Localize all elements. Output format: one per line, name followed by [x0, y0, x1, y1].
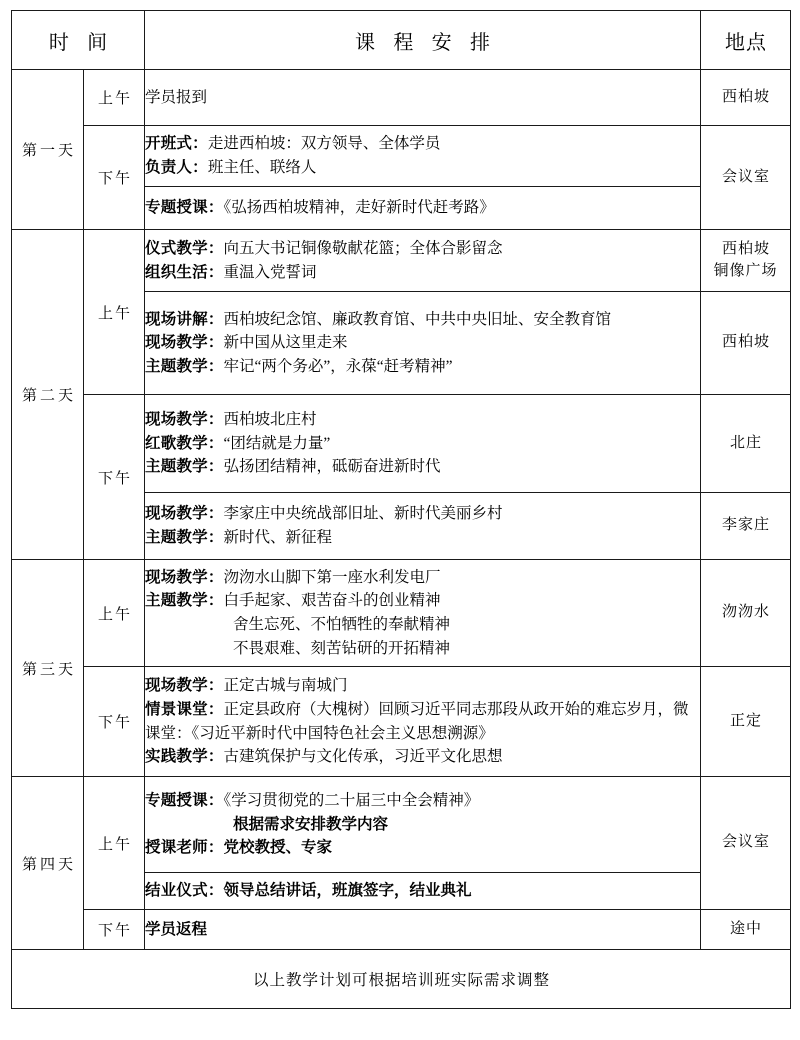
course-line [145, 196, 700, 220]
course-line-label: 结业仪式： [145, 882, 224, 900]
course-line [145, 698, 700, 745]
place-cell: 西柏坡 铜像广场 [701, 230, 791, 292]
course-line-text: 重温入党誓词 [223, 263, 317, 281]
course-line-label: 现场教学： [145, 411, 224, 429]
schedule-row [12, 395, 791, 493]
course-line-text: 新时代、新征程 [223, 529, 333, 546]
day-label-cell: 第四天 [12, 777, 84, 950]
day-label-cell: 第二天 [12, 230, 84, 560]
course-line-label: 组织生活： [145, 263, 224, 281]
course-line-text: 新中国从这里走来 [223, 334, 348, 352]
course-line-label: 现场教学： [145, 677, 224, 695]
course-line [145, 566, 700, 590]
course-line-label: 主题教学： [145, 529, 224, 546]
course-line-label: 红歌教学： [145, 434, 224, 452]
course-line [145, 813, 700, 837]
half-day-label-cell: 上午 [84, 560, 145, 667]
course-line-text: 学员报到 [145, 88, 208, 106]
schedule-row [12, 126, 791, 187]
course-content-cell [145, 395, 701, 493]
course-line-text: 白手起家、艰苦奋斗的创业精神 [223, 592, 441, 610]
course-line-text: 《弘扬西柏坡精神，走好新时代赶考路》 [223, 199, 495, 217]
course-line-label: 开班式： [145, 135, 208, 153]
course-line-label: 现场讲解： [145, 310, 224, 328]
header-course: 课 程 安 排 [145, 11, 701, 70]
course-line-text: 领导总结讲话，班旗签字，结业典礼 [223, 882, 472, 900]
training-schedule-table [11, 10, 791, 1009]
course-line [145, 408, 700, 432]
course-line-text: 《学习贯彻党的二十届三中全会精神》 [223, 792, 480, 810]
course-line-text: 正定县政府（大槐树）回顾习近平同志那段从政开始的难忘岁月，微课堂：《习近平新时代中国特色社会主义思想溯源》 [145, 700, 689, 742]
course-line-text: 李家庄中央统战部旧址、新时代美丽乡村 [223, 505, 503, 523]
course-line [145, 836, 700, 860]
half-day-label-cell: 上午 [84, 70, 145, 126]
course-content-cell [145, 560, 701, 667]
course-line-text: 西柏坡纪念馆、廉政教育馆、中共中央旧址、安全教育馆 [223, 310, 612, 328]
day-label-cell: 第一天 [12, 70, 84, 230]
place-cell: 正定 [701, 667, 791, 777]
table-body [12, 70, 791, 950]
course-line-label: 主题教学： [145, 458, 224, 476]
place-cell: 会议室 [701, 777, 791, 910]
schedule-row [12, 667, 791, 777]
course-line-text: 西柏坡北庄村 [223, 411, 317, 429]
schedule-row [12, 560, 791, 667]
half-day-label-cell: 上午 [84, 230, 145, 395]
place-cell: 沕沕水 [701, 560, 791, 667]
course-line-text: 沕沕水山脚下第一座水利发电厂 [223, 568, 441, 586]
schedule-row [12, 777, 791, 873]
course-content-cell [145, 873, 701, 910]
course-line [145, 674, 700, 698]
course-line [145, 355, 700, 379]
course-line-text: 舍生忘死、不怕牺牲的奉献精神 [233, 616, 451, 633]
course-line [145, 502, 700, 526]
day-label-cell: 第三天 [12, 560, 84, 777]
place-cell: 会议室 [701, 126, 791, 230]
course-line [145, 589, 700, 613]
course-line-label: 现场教学： [145, 334, 224, 352]
course-line [145, 455, 700, 479]
course-line [145, 237, 700, 261]
course-line [145, 331, 700, 355]
place-cell: 西柏坡 [701, 292, 791, 395]
place-cell: 北庄 [701, 395, 791, 493]
half-day-label-cell: 下午 [84, 395, 145, 560]
course-content-cell [145, 70, 701, 126]
table-footer [12, 950, 791, 1009]
course-line-text: 根据需求安排教学内容 [233, 815, 389, 833]
course-content-cell [145, 187, 701, 230]
course-content-cell [145, 910, 701, 950]
course-content-cell [145, 126, 701, 187]
course-line [145, 526, 700, 550]
course-content-cell [145, 667, 701, 777]
half-day-label-cell: 下午 [84, 910, 145, 950]
course-line-label: 仪式教学： [145, 239, 224, 257]
course-line-text: 学员返程 [145, 920, 208, 938]
course-line-text: 走进西柏坡：双方领导、全体学员 [207, 135, 441, 153]
course-content-cell [145, 493, 701, 560]
course-line-text: “团结就是力量” [223, 434, 331, 452]
course-line-label: 主题教学： [145, 357, 224, 375]
footer-note: 以上教学计划可根据培训班实际需求调整 [12, 950, 791, 1009]
half-day-label-cell: 下午 [84, 667, 145, 777]
course-line-label: 负责人： [145, 159, 208, 176]
header-row [12, 11, 791, 70]
course-line-label: 主题教学： [145, 592, 224, 610]
header-place: 地点 [701, 11, 791, 70]
course-line [145, 745, 700, 769]
header-time: 时 间 [12, 11, 145, 70]
course-line [145, 156, 700, 180]
course-line-text: 古建筑保护与文化传承，习近平文化思想 [223, 748, 503, 766]
half-day-label-cell: 上午 [84, 777, 145, 910]
course-line-text: 班主任、联络人 [207, 159, 317, 176]
course-line-text: 牢记“两个务必”，永葆“赶考精神” [223, 357, 453, 375]
schedule-row [12, 230, 791, 292]
course-line [145, 261, 700, 285]
schedule-row [12, 70, 791, 126]
course-line-label: 现场教学： [145, 568, 224, 586]
course-content-cell [145, 230, 701, 292]
course-line-text: 正定古城与南城门 [223, 677, 348, 695]
course-line-text: 党校教授、专家 [223, 839, 333, 857]
schedule-row [12, 910, 791, 950]
course-line [145, 86, 700, 110]
course-line-text: 向五大书记铜像敬献花篮；全体合影留念 [223, 239, 503, 257]
course-line [145, 308, 700, 332]
course-line [145, 637, 700, 661]
course-line [145, 918, 700, 942]
footer-row [12, 950, 791, 1009]
place-cell: 西柏坡 [701, 70, 791, 126]
course-line [145, 789, 700, 813]
course-line-label: 专题授课： [145, 199, 224, 217]
course-line [145, 613, 700, 637]
course-line-label: 专题授课： [145, 792, 224, 810]
course-line-label: 授课老师： [145, 839, 224, 857]
place-cell: 李家庄 [701, 493, 791, 560]
course-content-cell [145, 777, 701, 873]
course-line-label: 现场教学： [145, 505, 224, 523]
course-line [145, 132, 700, 156]
course-line [145, 432, 700, 456]
course-line-text: 弘扬团结精神，砥砺奋进新时代 [223, 458, 441, 476]
table-header [12, 11, 791, 70]
course-line-label: 实践教学： [145, 748, 224, 766]
place-cell: 途中 [701, 910, 791, 950]
course-line-text: 不畏艰难、刻苦钻研的开拓精神 [233, 639, 451, 657]
half-day-label-cell: 下午 [84, 126, 145, 230]
course-line-label: 情景课堂： [145, 700, 224, 718]
course-content-cell [145, 292, 701, 395]
course-line [145, 879, 700, 903]
